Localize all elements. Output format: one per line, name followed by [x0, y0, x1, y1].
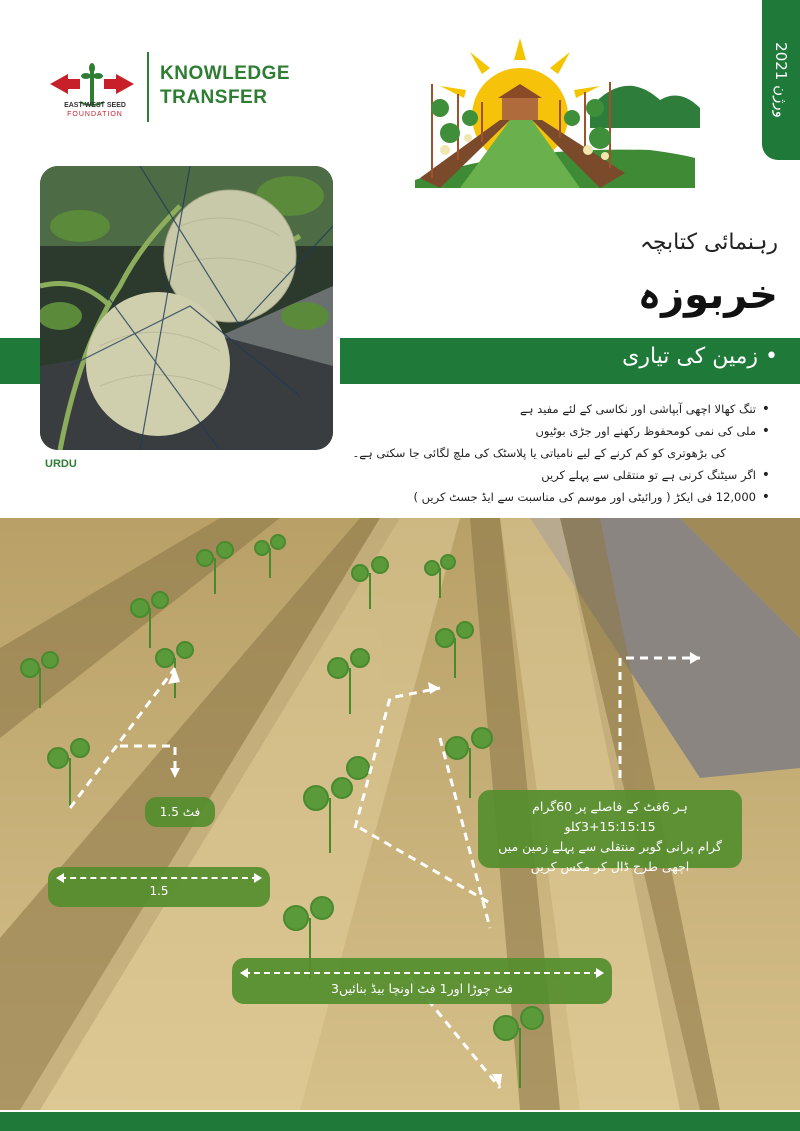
melon-photo — [40, 166, 333, 450]
version-tab — [762, 0, 800, 160]
list-item: • 12,000 فی ایکڑ ( ورائیٹی اور موسم کی مناسبت سے ایڈ جسٹ کریں ) — [350, 486, 770, 508]
bed-size-note — [232, 958, 612, 1004]
double-arrow-icon — [60, 877, 258, 879]
section-band-left — [0, 338, 40, 384]
spacing-wide-text: 1.5 — [149, 884, 169, 898]
list-item: • تنگ کھالا اچھی آبپاشی اور نکاسی کے لئے مفید ہے — [350, 398, 770, 420]
melon-photo-image — [40, 166, 333, 450]
version-label: ورژن 2021 — [772, 42, 790, 118]
arrow-right-icon — [254, 873, 262, 883]
knowledge-transfer-title — [160, 62, 290, 110]
logo-org-name: EAST-WEST SEED — [64, 102, 126, 109]
section-band — [340, 338, 800, 384]
preparation-bullets — [350, 398, 770, 508]
bed-size-text: فٹ چوڑا اور1 فٹ اونچا بیڈ بنائیں3 — [331, 981, 513, 996]
fertilizer-note-line: ہر 6فٹ کے فاصلے پر 60گرام 15:15:15+3کلو — [532, 799, 688, 834]
arrow-left-icon — [240, 968, 248, 978]
footer-bar — [0, 1112, 800, 1131]
list-item: کی بڑھوتری کو کم کرنے کے لیے نامیاتی یا پلاسٹک کی ملچ لگائی جا سکتی ہے۔ — [352, 446, 726, 460]
kt-line2: TRANSFER — [160, 87, 268, 108]
spacing-label-small: 1.5 فٹ — [145, 797, 215, 827]
list-item: • اگر سیٹنگ کرنی ہے تو منتقلی سے پہلے کریں — [350, 464, 770, 486]
list-item: • ملی کی نمی کومحفوظ رکھنے اور جڑی بوٹیوں — [350, 420, 770, 442]
language-label: URDU — [45, 458, 77, 470]
farm-illustration-icon — [410, 38, 710, 188]
crop-title: خربوزہ — [637, 272, 778, 318]
fertilizer-note — [478, 790, 742, 874]
logo — [50, 52, 350, 127]
double-arrow-icon — [244, 972, 600, 974]
arrow-right-icon — [596, 968, 604, 978]
fertilizer-note-line: اچھی طرح ڈال کر مکس کریں — [530, 859, 690, 874]
arrow-left-icon — [56, 873, 64, 883]
logo-org-sub: FOUNDATION — [67, 111, 123, 118]
kt-line1: KNOWLEDGE — [160, 63, 291, 84]
booklet-subtitle: رہنمائی کتابچہ — [639, 230, 778, 255]
spacing-label-wide — [48, 867, 270, 907]
section-heading: • زمین کی تیاری — [622, 344, 778, 369]
logo-divider — [147, 52, 149, 122]
fertilizer-note-line: گرام پرانی گوبر منتقلی سے پہلے زمین میں — [498, 839, 722, 854]
